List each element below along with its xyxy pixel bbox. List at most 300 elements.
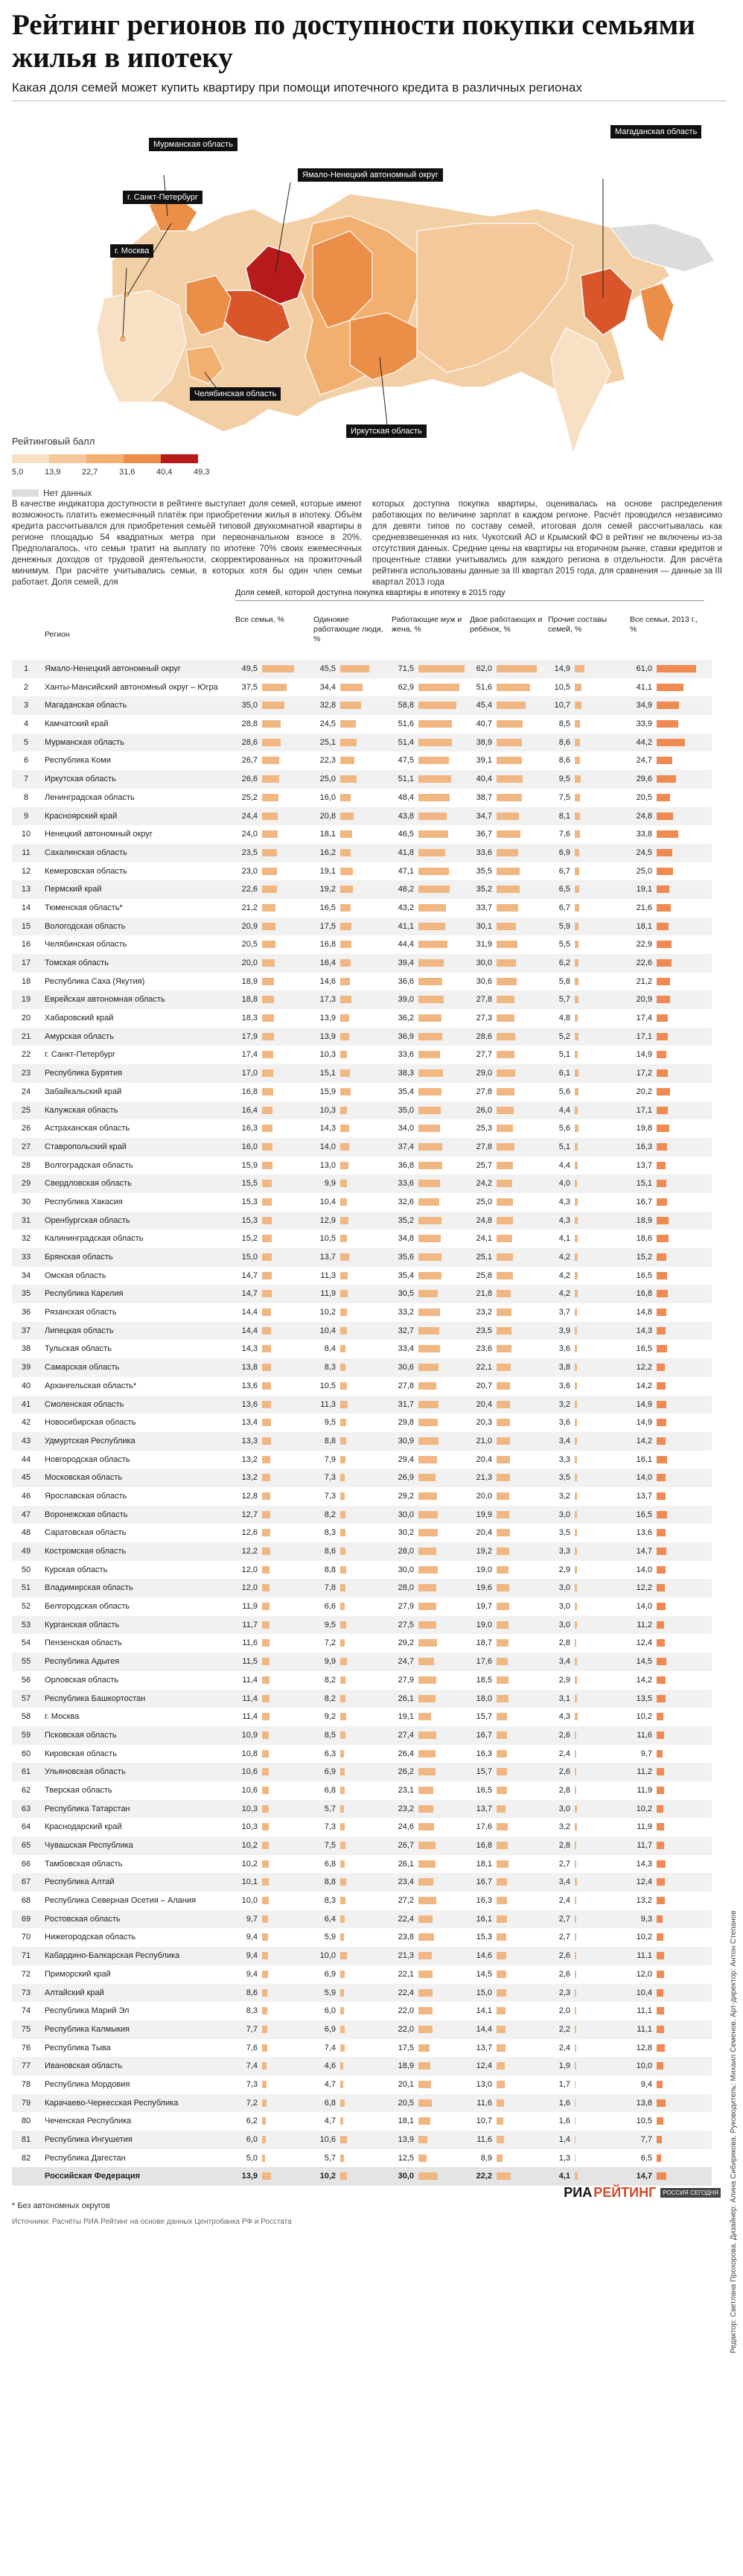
row-value-bar: [340, 830, 352, 838]
row-value: 20,5: [636, 792, 652, 802]
row-value: 9,4: [246, 1969, 258, 1979]
row-value-bar: [497, 1492, 509, 1500]
row-value-bar: [262, 1639, 270, 1647]
row-value-bar: [262, 812, 278, 820]
row-value-bar: [575, 1952, 576, 1959]
table-row: [12, 1267, 712, 1285]
row-value: 23,6: [476, 1344, 492, 1354]
row-region-name: Липецкая область: [45, 1326, 114, 1335]
row-value: 8,1: [558, 811, 570, 821]
row-rank: 21: [21, 1031, 31, 1041]
row-value-bar: [497, 1198, 513, 1206]
row-value-bar: [418, 1897, 436, 1904]
row-value: 10,6: [241, 1785, 258, 1795]
row-value: 7,5: [324, 1841, 336, 1850]
row-value-bar: [262, 702, 284, 709]
row-value-bar: [340, 2172, 347, 2180]
row-region-name: Алтайский край: [45, 1988, 104, 1997]
row-value-bar: [418, 812, 447, 820]
row-value-bar: [575, 794, 580, 801]
row-value-bar: [497, 868, 520, 875]
row-value: 4,6: [324, 2061, 336, 2071]
row-value-bar: [657, 1823, 664, 1831]
row-region-name: Чеченская Республика: [45, 2117, 132, 2126]
row-value-bar: [418, 2007, 433, 2014]
row-value: 10,3: [241, 1822, 258, 1832]
row-value-bar: [262, 1162, 272, 1169]
row-value: 4,7: [324, 2117, 336, 2126]
row-value: 35,0: [398, 1105, 414, 1115]
ria-rating-logo: [564, 2185, 721, 2201]
row-value: 2,8: [558, 1785, 570, 1795]
row-value: 36,9: [398, 1031, 414, 1041]
row-value: 6,1: [558, 1069, 570, 1078]
row-region-name: Ямало-Ненецкий автономный округ: [45, 664, 181, 673]
row-value: 13,7: [319, 1253, 336, 1262]
row-value-bar: [575, 1051, 578, 1058]
row-value: 30,0: [476, 958, 492, 967]
row-value-bar: [340, 2099, 345, 2107]
row-region-name: Республика Мордовия: [45, 2079, 130, 2089]
table-row: [12, 2149, 712, 2168]
row-value: 20,1: [398, 2079, 414, 2089]
row-value: 3,4: [558, 1436, 570, 1446]
table-row: [12, 1157, 712, 1175]
row-value: 11,1: [637, 1951, 652, 1961]
row-value: 8,2: [324, 1510, 336, 1519]
row-value-bar: [575, 1217, 578, 1224]
row-region-name: Кемеровская область: [45, 866, 127, 876]
table-row: [12, 1248, 712, 1267]
row-value: 14,2: [636, 1675, 652, 1685]
row-value: 10,1: [241, 1877, 258, 1887]
row-value: 7,9: [324, 1454, 336, 1464]
row-rank: 48: [21, 1528, 31, 1538]
row-value-bar: [340, 1180, 347, 1187]
row-value-bar: [262, 1364, 271, 1371]
row-value: 33,2: [398, 1308, 414, 1317]
row-value-bar: [497, 1897, 507, 1904]
row-value: 26,9: [398, 1473, 414, 1483]
row-rank: 28: [21, 1160, 31, 1170]
row-value-bar: [418, 775, 451, 783]
row-value-bar: [418, 1731, 436, 1739]
row-value-bar: [262, 1933, 268, 1941]
row-rank: 29: [21, 1179, 31, 1189]
row-value-bar: [262, 1971, 268, 1978]
row-region-name: Краснодарский край: [45, 1822, 122, 1832]
row-value-bar: [497, 2154, 503, 2162]
table-row: [12, 1690, 712, 1708]
row-rank: 27: [21, 1142, 31, 1151]
table-row: [12, 2094, 712, 2113]
row-rank: 66: [21, 1859, 31, 1869]
table-row: [12, 1836, 712, 1855]
row-value: 16,5: [636, 1510, 652, 1519]
row-value-bar: [657, 1419, 666, 1426]
row-value-bar: [575, 1823, 577, 1831]
row-region-name: Новгородская область: [45, 1454, 130, 1464]
col-header-single: Одинокие работающие люди, %: [313, 615, 383, 643]
row-value: 19,9: [476, 1510, 492, 1519]
row-value-bar: [497, 830, 520, 838]
row-value: 38,9: [476, 737, 492, 747]
row-value: 32,8: [319, 701, 336, 710]
row-region-name: Рязанская область: [45, 1308, 117, 1317]
row-value: 12,4: [636, 1638, 652, 1648]
row-value: 20,3: [476, 1418, 492, 1428]
row-value: 16,3: [636, 1142, 652, 1151]
row-value-bar: [262, 1915, 268, 1923]
row-value-bar: [575, 1805, 577, 1813]
row-region-name: Астраханская область: [45, 1124, 130, 1133]
row-rank: 12: [21, 866, 31, 876]
row-value: 8,6: [558, 737, 570, 747]
row-value-bar: [418, 1676, 436, 1684]
footnote: * Без автономных округов: [12, 2201, 110, 2211]
table-row: [12, 1101, 712, 1120]
row-value-bar: [657, 1456, 667, 1463]
row-value-bar: [340, 1198, 347, 1206]
row-value-bar: [497, 1456, 510, 1463]
row-value-bar: [657, 1842, 664, 1849]
row-value: 15,7: [476, 1712, 492, 1722]
row-value-bar: [418, 1658, 434, 1665]
row-value-bar: [418, 1915, 433, 1923]
row-value-bar: [340, 1805, 344, 1813]
table-row: [12, 1469, 712, 1487]
row-value: 14,6: [319, 976, 336, 986]
row-value-bar: [497, 2136, 504, 2143]
row-value: 6,3: [324, 1749, 336, 1758]
row-rank: 24: [21, 1087, 31, 1096]
row-value-bar: [575, 830, 580, 838]
table-row: [12, 1616, 712, 1635]
row-value-bar: [418, 1750, 436, 1758]
row-value: 33,6: [398, 1050, 414, 1060]
row-value-bar: [340, 1272, 348, 1279]
row-value-bar: [418, 1198, 439, 1206]
row-value-bar: [262, 1419, 271, 1426]
row-value-bar: [262, 1695, 270, 1702]
row-value: 16,0: [319, 792, 336, 802]
table-row: [12, 2002, 712, 2020]
row-value-bar: [262, 1603, 270, 1610]
row-region-name: Республика Алтай: [45, 1877, 115, 1887]
row-rank: 23: [21, 1069, 31, 1078]
row-value: 18,8: [241, 995, 258, 1005]
row-value: 20,9: [636, 995, 652, 1005]
row-value: 30,6: [398, 1363, 414, 1373]
row-value: 14,4: [241, 1326, 258, 1335]
row-value: 21,3: [476, 1473, 492, 1483]
row-value-bar: [657, 2117, 663, 2125]
row-value-bar: [262, 1069, 273, 1077]
row-value-bar: [657, 1878, 665, 1886]
row-rank: 69: [21, 1914, 31, 1924]
row-value: 34,7: [476, 811, 492, 821]
row-value-bar: [340, 1971, 345, 1978]
row-value: 25,0: [319, 775, 336, 784]
row-value-bar: [575, 923, 578, 930]
row-value-bar: [340, 1253, 349, 1261]
row-value: 13,7: [636, 1491, 652, 1501]
row-rank: 16: [21, 940, 31, 950]
row-value-bar: [575, 1088, 578, 1095]
row-value-bar: [497, 1584, 509, 1591]
row-value-bar: [262, 1198, 272, 1206]
row-value: 7,4: [324, 2043, 336, 2052]
row-region-name: Вологодская область: [45, 921, 126, 931]
row-value-bar: [497, 1989, 506, 1997]
row-value: 6,8: [324, 2098, 336, 2108]
row-region-name: Приморский край: [45, 1969, 111, 1979]
scale-tick: 31,6: [119, 468, 135, 477]
row-value-bar: [575, 1842, 576, 1849]
row-value: 12,4: [476, 2061, 492, 2071]
row-value: 3,5: [558, 1473, 570, 1483]
row-value: 19,7: [476, 1602, 492, 1612]
row-value-bar: [262, 923, 275, 930]
row-value-bar: [575, 1639, 576, 1647]
row-value: 30,1: [476, 921, 492, 931]
row-value-bar: [497, 1915, 507, 1923]
row-value: 20,2: [636, 1087, 652, 1096]
row-value-bar: [340, 868, 353, 875]
row-value: 30,2: [398, 1528, 414, 1538]
row-value-bar: [262, 794, 278, 801]
row-value-bar: [497, 2026, 506, 2033]
row-region-name: Чувашская Республика: [45, 1841, 133, 1850]
table-row: [12, 715, 712, 734]
row-value-bar: [418, 1768, 436, 1775]
row-value-bar: [497, 1308, 511, 1316]
row-value-bar: [262, 2081, 267, 2088]
table-row: [12, 1487, 712, 1506]
row-value: 8,4: [324, 1344, 336, 1354]
row-value: 11,9: [320, 1289, 336, 1299]
row-value-bar: [340, 1308, 347, 1316]
row-value-bar: [418, 757, 449, 764]
table-row: [12, 1064, 712, 1083]
row-value: 5,0: [246, 2153, 258, 2163]
row-value-bar: [657, 1897, 665, 1904]
row-value-bar: [497, 1162, 513, 1169]
map-label-moscow: г. Москва: [110, 244, 153, 258]
row-value: 62,0: [476, 664, 492, 673]
row-value: 6,7: [558, 903, 570, 912]
row-value-bar: [340, 1474, 345, 1481]
table-row: [12, 1451, 712, 1469]
row-rank: 46: [21, 1491, 31, 1501]
row-value-bar: [497, 757, 522, 764]
row-value: 9,7: [640, 1749, 652, 1758]
row-value-bar: [657, 1327, 666, 1335]
row-value-bar: [340, 1676, 345, 1684]
row-value: 20,4: [476, 1399, 492, 1409]
row-value-bar: [418, 1437, 439, 1445]
table-row: [12, 2057, 712, 2076]
row-value-bar: [497, 1676, 508, 1684]
row-value: 6,7: [558, 866, 570, 876]
row-rank: 45: [21, 1473, 31, 1483]
row-value-bar: [497, 996, 514, 1003]
row-value: 2,6: [558, 1969, 570, 1979]
row-value: 12,5: [398, 2153, 414, 2163]
row-rank: 11: [22, 847, 31, 857]
row-rank: 1: [23, 664, 29, 673]
row-value: 5,7: [324, 1804, 336, 1813]
row-value-bar: [340, 1989, 344, 1997]
row-value: 47,1: [398, 866, 414, 876]
row-value: 22,9: [636, 940, 652, 950]
row-value: 8,8: [324, 1877, 336, 1887]
row-value-bar: [497, 1511, 509, 1518]
row-region-name: Московская область: [45, 1473, 123, 1483]
row-value: 7,3: [324, 1822, 336, 1832]
row-value-bar: [575, 1290, 578, 1297]
row-value: 5,9: [324, 1988, 336, 1997]
row-value-bar: [262, 1529, 270, 1536]
row-value: 1,3: [558, 2153, 570, 2163]
row-value: 10,7: [476, 2117, 492, 2126]
nodata-swatch: [12, 489, 39, 497]
row-value-bar: [340, 904, 351, 912]
row-value-bar: [497, 1235, 512, 1242]
table-row: [12, 2131, 712, 2149]
row-value-bar: [657, 775, 676, 783]
row-value: 17,5: [398, 2043, 414, 2052]
row-value-bar: [657, 1933, 663, 1941]
row-value: 19,1: [319, 866, 336, 876]
row-value-bar: [262, 1401, 271, 1408]
row-rank: 36: [21, 1308, 31, 1317]
row-value: 10,2: [636, 1712, 652, 1722]
row-value-bar: [497, 2007, 506, 2014]
row-value-bar: [340, 1345, 345, 1352]
row-region-name: Республика Ингушетия: [45, 2135, 133, 2144]
page-title: Рейтинг регионов по доступности покупки семьями жилья в ипотеку: [12, 9, 695, 74]
row-value-bar: [418, 1566, 438, 1574]
row-value: 4,1: [558, 2172, 570, 2181]
row-value-bar: [340, 1107, 347, 1114]
row-value: 20,9: [241, 921, 258, 931]
row-value: 3,6: [558, 1418, 570, 1428]
row-value-bar: [657, 720, 678, 728]
row-value-bar: [657, 1272, 667, 1279]
row-value-bar: [497, 720, 523, 728]
row-value: 11,6: [242, 1638, 258, 1648]
row-value-bar: [418, 2172, 438, 2180]
row-value: 4,3: [558, 1712, 570, 1722]
row-value-bar: [657, 1548, 666, 1555]
row-value-bar: [262, 2172, 271, 2180]
row-rank: 44: [21, 1454, 31, 1464]
row-value-bar: [340, 2062, 343, 2070]
row-region-name: Республика Карелия: [45, 1289, 124, 1299]
row-value-bar: [575, 1069, 578, 1077]
row-value: 11,4: [242, 1694, 258, 1703]
row-value-bar: [497, 794, 522, 801]
row-value-bar: [418, 1713, 431, 1720]
row-value: 2,3: [558, 1988, 570, 1997]
row-value-bar: [340, 1621, 346, 1629]
row-value: 11,4: [242, 1712, 258, 1722]
table-row: [12, 1119, 712, 1138]
row-value-bar: [497, 1566, 508, 1574]
row-value: 26,2: [398, 1767, 414, 1777]
row-value-bar: [340, 1327, 347, 1335]
table-row: [12, 917, 712, 936]
row-value: 15,1: [636, 1179, 652, 1189]
row-value: 29,4: [398, 1454, 414, 1464]
row-region-name: Архангельская область*: [45, 1381, 137, 1390]
row-value: 71,5: [398, 664, 414, 673]
row-value: 14,7: [241, 1289, 258, 1299]
row-value: 24,8: [476, 1215, 492, 1225]
row-value: 7,3: [246, 2079, 258, 2089]
table-row: [12, 807, 712, 826]
row-value: 8,3: [324, 1528, 336, 1538]
row-value-bar: [262, 1823, 269, 1831]
table-row: [12, 1892, 712, 1910]
row-value: 11,3: [320, 1399, 336, 1409]
row-value: 28,0: [398, 1583, 414, 1593]
row-value: 1,4: [558, 2135, 570, 2144]
row-value-bar: [418, 1971, 433, 1978]
row-value-bar: [418, 2026, 433, 2033]
row-value-bar: [575, 739, 580, 746]
row-value: 8,6: [558, 756, 570, 766]
table-row: [12, 1083, 712, 1101]
row-value: 16,8: [241, 1087, 258, 1096]
row-value-bar: [575, 757, 580, 764]
row-value: 36,6: [398, 976, 414, 986]
row-value: 11,6: [637, 1730, 652, 1740]
row-value: 14,2: [636, 1436, 652, 1446]
table-row: [12, 880, 712, 899]
row-value-bar: [418, 1327, 439, 1335]
row-value: 12,7: [241, 1510, 258, 1519]
row-region-name: Ульяновская область: [45, 1767, 126, 1777]
row-value: 44,4: [398, 940, 414, 950]
row-value: 6,6: [324, 1602, 336, 1612]
row-value: 17,9: [241, 1031, 258, 1041]
row-value-bar: [657, 868, 673, 875]
row-value: 10,4: [636, 1988, 652, 1997]
row-rank: 77: [21, 2061, 31, 2071]
row-value: 12,0: [636, 1969, 652, 1979]
row-value: 5,7: [558, 995, 570, 1005]
table-row: [12, 973, 712, 991]
row-value: 23,1: [398, 1785, 414, 1795]
scale-ticks: [12, 468, 235, 480]
row-value-bar: [575, 1382, 577, 1390]
row-region-name: Ненецкий автономный округ: [45, 830, 153, 839]
row-value: 9,9: [324, 1657, 336, 1667]
table-row: [12, 789, 712, 807]
row-rank: 42: [21, 1418, 31, 1428]
row-value: 4,3: [558, 1197, 570, 1206]
row-value: 16,5: [636, 1270, 652, 1280]
row-value-bar: [418, 904, 446, 912]
row-value-bar: [262, 1272, 272, 1279]
row-value-bar: [418, 1529, 438, 1536]
row-value-bar: [262, 849, 277, 856]
row-value-bar: [657, 2172, 666, 2180]
row-value: 14,5: [476, 1969, 492, 1979]
row-value-bar: [418, 1787, 433, 1794]
